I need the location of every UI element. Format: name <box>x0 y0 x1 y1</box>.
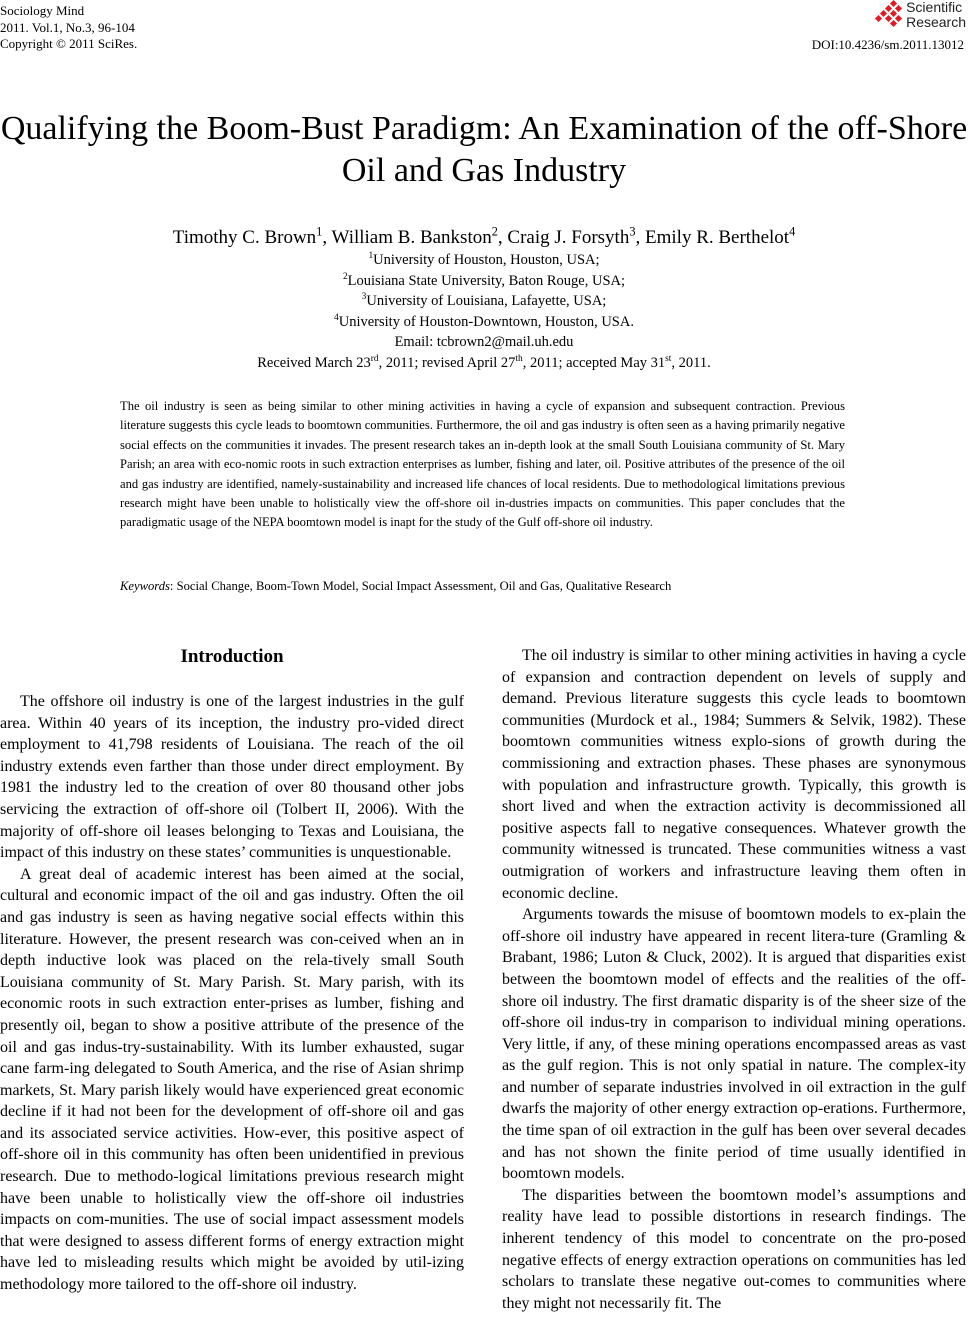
left-column <box>0 645 464 1296</box>
logo-diamonds-icon <box>873 0 903 30</box>
right-column <box>502 645 966 1314</box>
paragraph: The offshore oil industry is one of the largest industries in the gulf area. Within 40 years of its inception, the industry pro-vided direct employment to 41,798 residents of Louisiana. The reach of the oil industry extends even farther than those under direct employment. By 1981 the industry led to the creation of over 80 thousand other jobs servicing the extraction of off-shore oil (Tolbert II, 2006). With the majority of off-shore oil leases belonging to Texas and Louisiana, the impact of this industry on these states’ communities is unquestionable. <box>0 693 464 862</box>
author-name: Timothy C. Brown <box>172 227 317 248</box>
section-heading-introduction: Introduction <box>180 646 284 667</box>
journal-info <box>0 3 137 53</box>
journal-name: Sociology Mind <box>0 3 85 18</box>
author-sup: 1 <box>316 224 323 239</box>
paragraph: The oil industry is similar to other mining activities in having a cycle of expansion and contraction dependent on levels of supply and demand. Previous literature suggests this cycle leads to boomtown communities (Murdock et al., 1984; Summers & Selvik, 1982). These boomtown communities witness explo-sions of growth during the commissioning and extraction phases. These phases are synonymous with population and infrastructure growth. Typically, this growth is short lived and when the extraction activity is decommissioned all positive aspects fall to negative consequences. Whatever growth the community witnessed is truncated. These communities witness a vast outmigration of workers and infrastructure leaving them often in economic decline. <box>502 647 966 902</box>
doi: DOI:10.4236/sm.2011.13012 <box>811 37 964 52</box>
logo-text-1: Scientific <box>906 0 963 15</box>
affiliation: $^4$University of Houston-Downtown, Houston, USA. <box>334 312 634 330</box>
keywords-label: Keywords <box>120 579 170 593</box>
author-sup: 2 <box>491 224 498 239</box>
scientific-research-logo <box>873 0 966 30</box>
email[interactable]: Email: tcbrown2@mail.uh.edu <box>394 334 574 350</box>
logo-text-2: Research <box>906 14 966 30</box>
affiliation: $^2$Louisiana State University, Baton Rouge, USA; <box>342 271 626 289</box>
author-list: Timothy C. Brown$^1$, William B. Bankston$^2$, Craig J. Forsyth$^3$, Emily R. Berthelot$^4$ <box>172 224 796 248</box>
dates: Received March 23rd, 2011; revised April 27th, 2011; accepted May 31st, 2011. <box>257 353 711 371</box>
abstract: The oil industry is seen as being similar to other mining activities in having a cycle of expansion and subsequent contraction. Previous literature suggests this cycle leads to boomtown communities. Furthermore, the oil and gas industry is often seen as a having primarily negative social effects on the communities it invades. The present research takes an in-depth look at the small South Louisiana community of St. Mary Parish; an area with eco-nomic roots in such extraction enterprises as lumber, fishing and later, oil. Positive attributes of the presence of the oil and gas industry are identified, namely-sustainability and increased life chances of local residents. Due to methodological limitations previous research might have been unable to holistically view the off-shore oil in-dustries impacts on communities. This paper concludes that the paradigmatic usage of the NEPA boomtown model is inapt for the study of the Gulf off-shore oil industry. <box>120 399 845 530</box>
journal-volume: 2011. Vol.1, No.3, 96-104 <box>0 19 135 35</box>
keywords <box>120 579 845 594</box>
author-name: Emily R. Berthelot <box>645 227 790 248</box>
author-sup: 4 <box>789 224 796 239</box>
paragraph: A great deal of academic interest has been aimed at the social, cultural and economic impact of the oil and gas industry. Often the oil and gas industry is seen as having negative social effects within this literature. However, the present research was con-ceived when an in depth inductive look was placed on the rela-tively small South Louisiana community of St. Mary Parish. St. Mary parish, with its economic roots in such extraction enter-prises as lumber, fishing and presently oil, began to show a positive attribute of the presence of the oil and gas indus-try-sustainability. With its lumber exhausted, sugar cane farm-ing delegated to South America, and the rise of Asian shrimp markets, St. Mary parish likely would have experienced great economic decline if it had not been for the development of off-shore oil and gas and its associated service activities. How-ever, this positive aspect of off-shore oil in this community has often been unidentified in previous research. Due to methodo-logical limitations previous research might have been unable to holistically view the off-shore oil industries impacts on com-munities. The use of social impact assessment models that were designed to assess different forms of energy extraction might have led to misleading results which might be avoided by util-izing methodology more tailored to the off-shore oil industry. <box>0 865 464 1294</box>
affiliation: $^3$University of Louisiana, Lafayette, USA; <box>361 292 607 309</box>
paragraph: Arguments towards the misuse of boomtown models to ex-plain the off-shore oil industry have appeared in recent litera-ture (Gramling & Brabant, 1986; Luton & Cluck, 2002). It is argued that disparities exist between the boomtown model of effects and the realities of the off-shore oil industry. The first dramatic disparity is of the sheer size of the off-shore oil indus-try in comparison to individual mining operations. Very little, if any, of these mining operations encompassed areas as vast as the gulf region. This is not only spatial in nature. The complex-ity and number of separate industries involved in oil extraction in the gulf dwarfs the majority of other energy extraction op-erations. Furthermore, the time span of oil extraction in the gulf has been over several decades and has not shown the finite period of time usually identified in boomtown models. <box>502 906 966 1183</box>
keywords-list: : Social Change, Boom-Town Model, Social Impact Assessment, Oil and Gas, Qualitative Research <box>169 579 672 593</box>
author-name: William B. Bankston <box>331 227 492 248</box>
copyright: Copyright © 2011 SciRes. <box>0 36 138 51</box>
paragraph: The disparities between the boomtown model’s assumptions and reality have lead to possible distortions in research findings. The inherent tendency of this model to concentrate on the pro-posed negative effects of energy extraction operations on communities has led scholars to translate these negative out-comes to communities where they might not necessarily fit. The <box>502 1186 966 1312</box>
affiliation: $^1$University of Houston, Houston, USA; <box>368 251 600 268</box>
author-sup: 3 <box>629 224 636 239</box>
paper-title: Qualifying the Boom-Bust Paradigm: An Examination of the off-Shore Oil and Gas Industry <box>0 110 968 189</box>
affiliations <box>0 250 968 373</box>
author-name: Craig J. Forsyth <box>507 227 630 248</box>
